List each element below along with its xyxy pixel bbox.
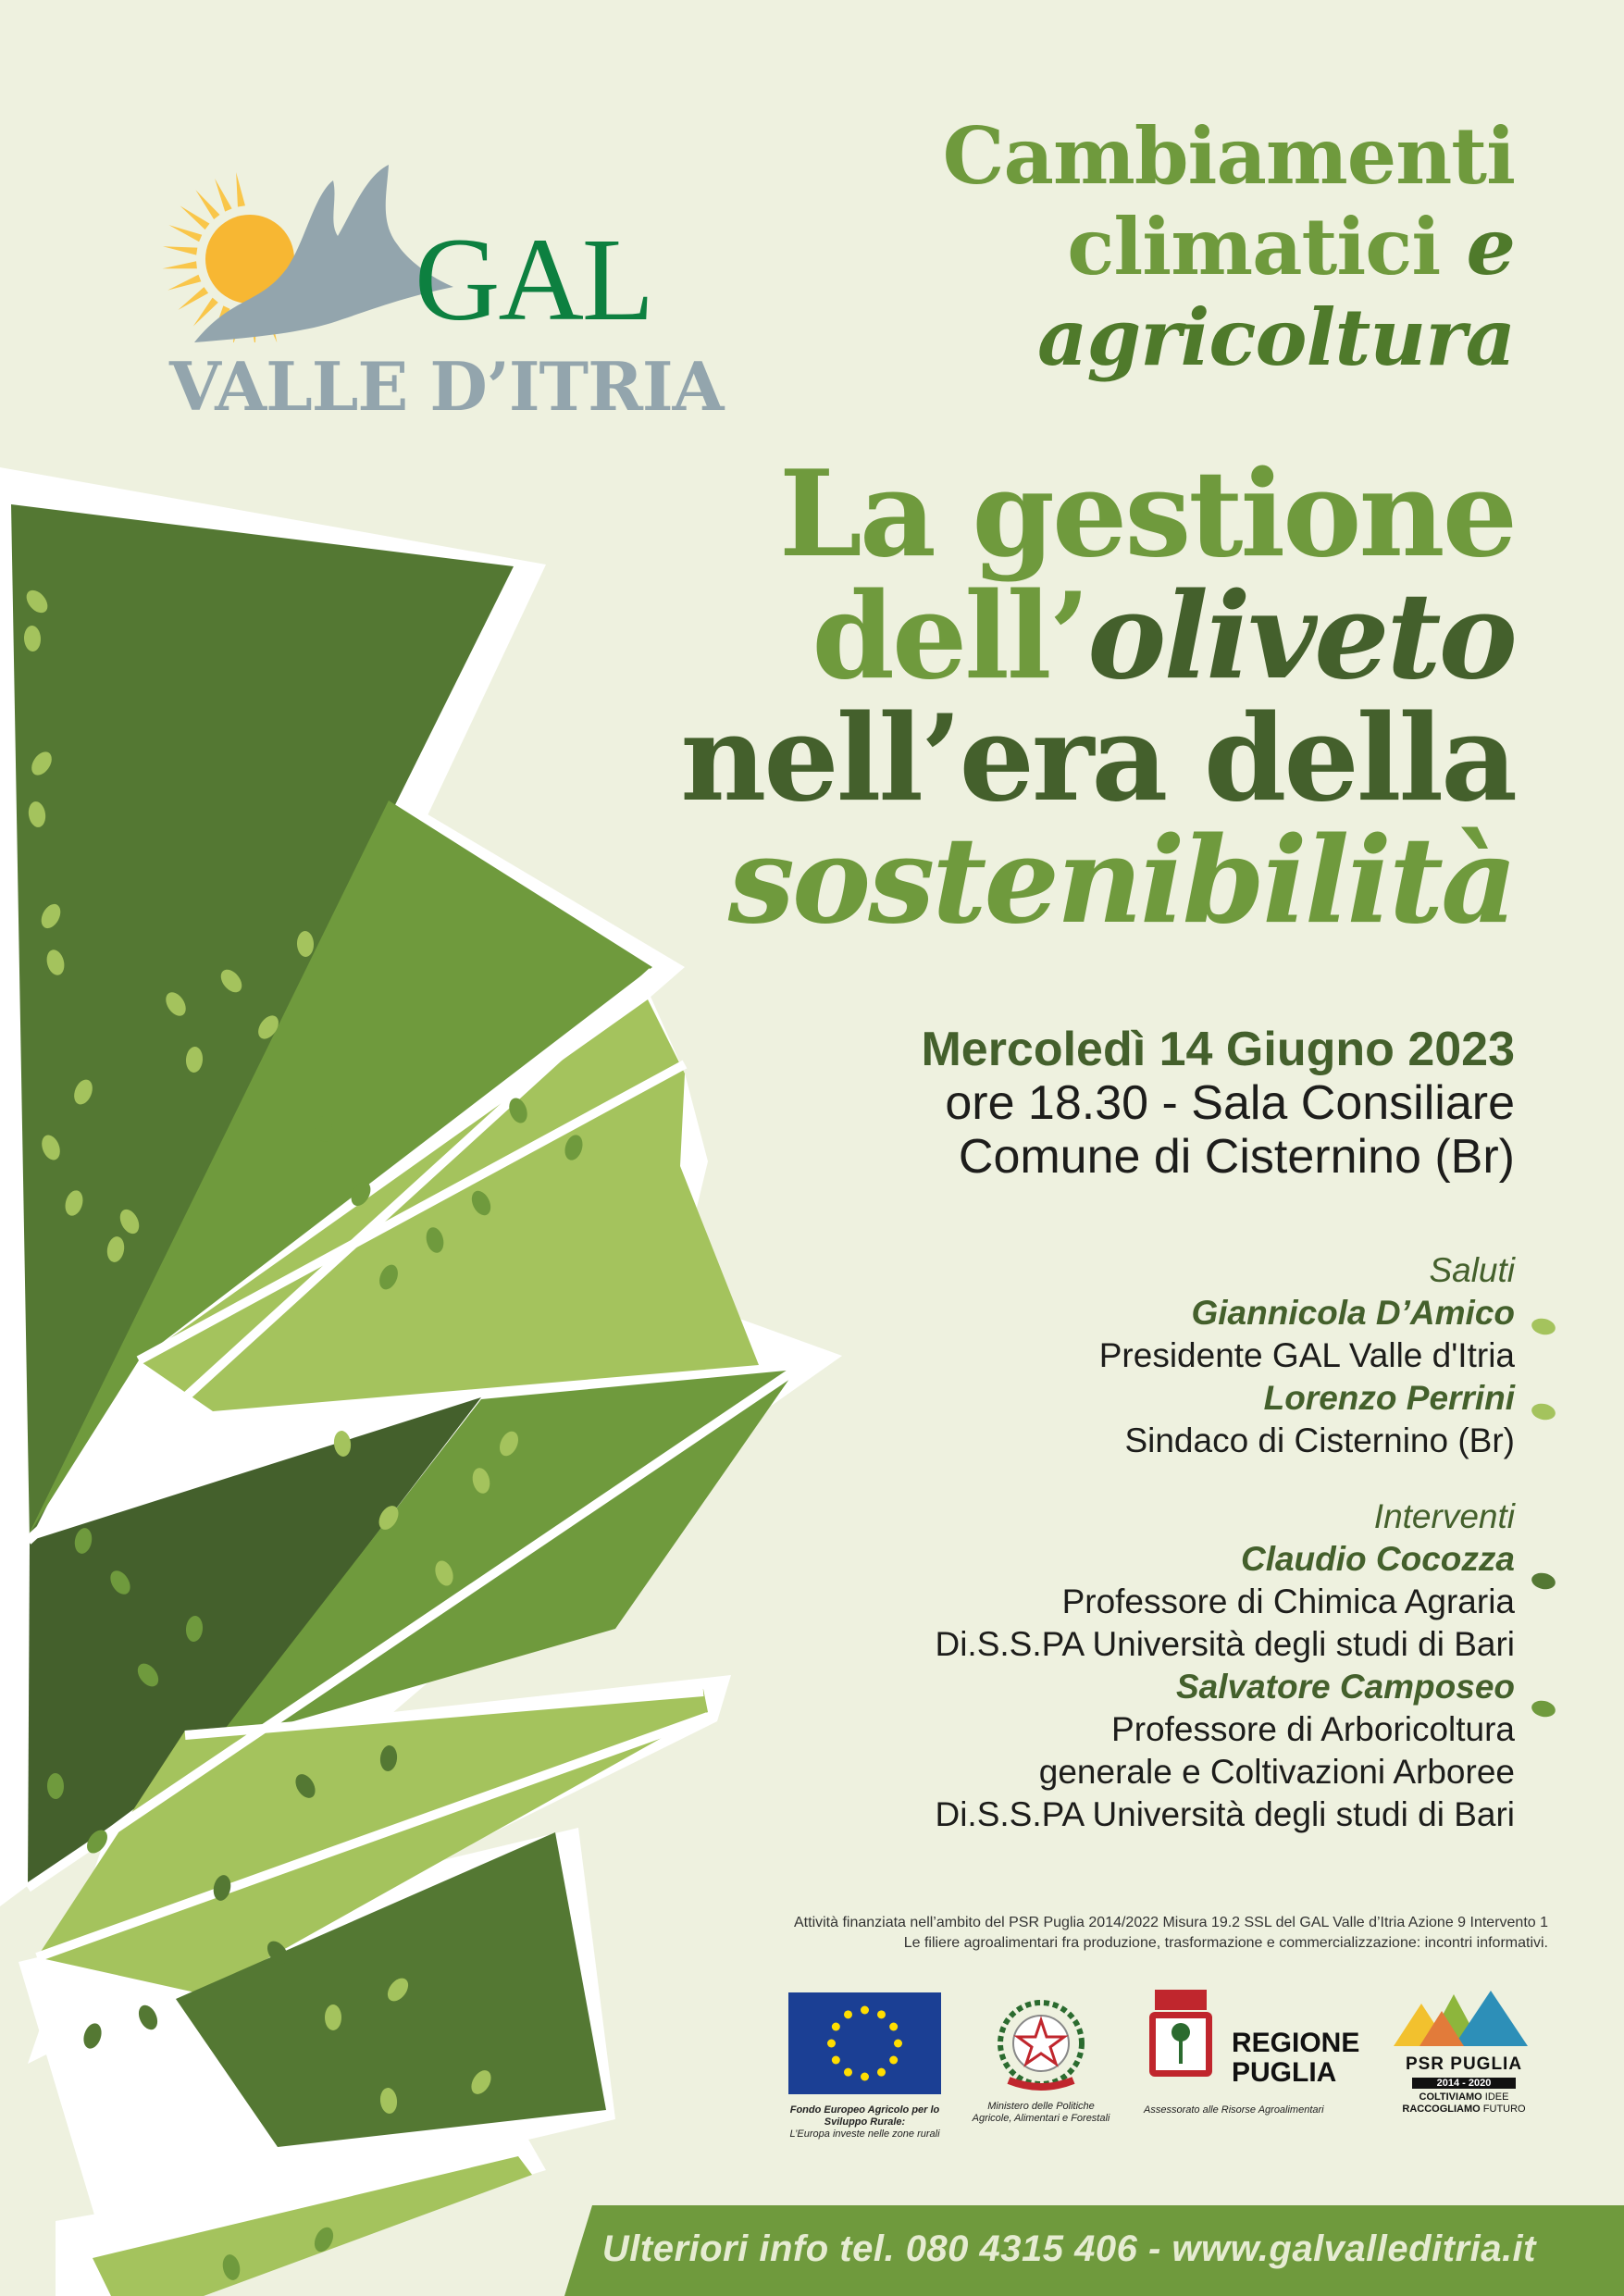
eu-star [832,2023,840,2031]
topic-line-3: agricoltura [1037,292,1515,383]
speaker-name: Giannicola D’Amico [1191,1294,1515,1332]
eu-star [894,2040,902,2048]
eu-star [861,2073,869,2081]
title-line-1: La gestione [778,445,1515,584]
topic-conj: e [1466,201,1515,292]
psr-motto-1a: COLTIVIAMO [1419,2091,1482,2103]
eu-logo [788,1992,941,2141]
ministero-caption-2: Agricole, Alimentari e Forestali [972,2113,1110,2124]
funding-line-2: Le filiere agroalimentari fra produzione, trasformazione e commercializzazione: incontri informativi. [903,1935,1548,1951]
logo-gal-text: GAL [415,214,653,345]
saluti-heading: Saluti [1429,1251,1515,1289]
interventi-heading: Interventi [1373,1497,1515,1535]
regione-caption: Assessorato alle Risorse Agroalimentari [1144,2104,1324,2116]
speaker-role: Di.S.S.PA Università degli studi di Bari [935,1795,1515,1833]
eu-flag-icon [788,1992,941,2094]
italian-emblem-icon [967,1990,1115,2101]
topic-line-2 [943,202,1515,292]
eu-star [844,2068,852,2077]
title-line-2 [680,567,1515,706]
psr-motto-2b: FUTURO [1482,2104,1526,2115]
funding-note [794,1913,1548,1954]
speaker-role: Di.S.S.PA Università degli studi di Bari [935,1625,1515,1663]
title-line-4: sostenibilità [727,812,1515,950]
logo-valle-text: VALLE D’ITRIA [169,347,724,426]
speaker-role: Sindaco di Cisternino (Br) [1124,1421,1515,1459]
eu-star [889,2023,898,2031]
program [935,1249,1515,1836]
speaker-role: Presidente GAL Valle d'Itria [1098,1336,1515,1374]
psr-years: 2014 - 2020 [1412,2078,1516,2089]
eu-star [877,2010,886,2018]
speaker-role: Professore di Arboricoltura [1111,1710,1515,1748]
event-info [921,1023,1515,1184]
eu-caption-2: Sviluppo Rurale: [824,2116,906,2128]
speaker-role: Professore di Chimica Agraria [1061,1582,1515,1620]
eu-caption-1: Fondo Europeo Agricolo per lo [789,2104,940,2116]
footer-label: Ulteriori info [601,2228,829,2269]
topic-line-1: Cambiamenti [942,110,1515,202]
eu-star [889,2056,898,2065]
eu-caption-3: L’Europa investe nelle zone rurali [789,2128,940,2140]
eu-star [861,2006,869,2015]
olive-dot [325,2004,341,2030]
topic-climatici: climatici [1067,201,1441,292]
psr-puglia-logo [1384,1985,1543,2116]
ministero-logo [967,1990,1115,2125]
psr-motto-1b: IDEE [1484,2091,1509,2103]
footer-contact [602,2228,1536,2270]
speaker-name: Lorenzo Perrini [1263,1379,1515,1417]
main-title [680,445,1515,950]
title-dell: dell’ [812,567,1088,706]
title-oliveto: oliveto [1087,567,1515,706]
eu-star [827,2040,836,2048]
footer-contact-details: tel. 080 4315 406 - www.galvalleditria.it [839,2228,1536,2269]
funding-line-1: Attività finanziata nell’ambito del PSR Puglia 2014/2022 Misura 19.2 SSL del GAL Valle d’Itria Azione 9 Intervento 1 [794,1915,1548,1930]
eu-star [844,2010,852,2018]
regione-name-1: REGIONE [1232,2028,1360,2058]
speaker-name: Salvatore Camposeo [1175,1668,1515,1706]
psr-name: PSR PUGLIA [1405,2054,1523,2074]
regione-shield-icon [1144,1988,1218,2094]
eu-star [877,2068,886,2077]
ministero-caption-1: Ministero delle Politiche [987,2101,1095,2112]
event-time-place: ore 18.30 - Sala Consiliare [945,1076,1515,1130]
psr-trulli-icon [1384,1985,1543,2050]
eu-star [832,2056,840,2065]
event-date: Mercoledì 14 Giugno 2023 [921,1023,1515,1076]
speaker-role: generale e Coltivazioni Arboree [1038,1753,1515,1791]
speaker-name: Claudio Cocozza [1240,1540,1515,1578]
psr-motto-2a: RACCOGLIAMO [1402,2104,1481,2115]
topic-heading [943,111,1515,383]
event-venue: Comune di Cisternino (Br) [958,1130,1515,1184]
regione-name-2: PUGLIA [1232,2057,1337,2088]
title-line-3: nell’era della [680,689,1515,828]
